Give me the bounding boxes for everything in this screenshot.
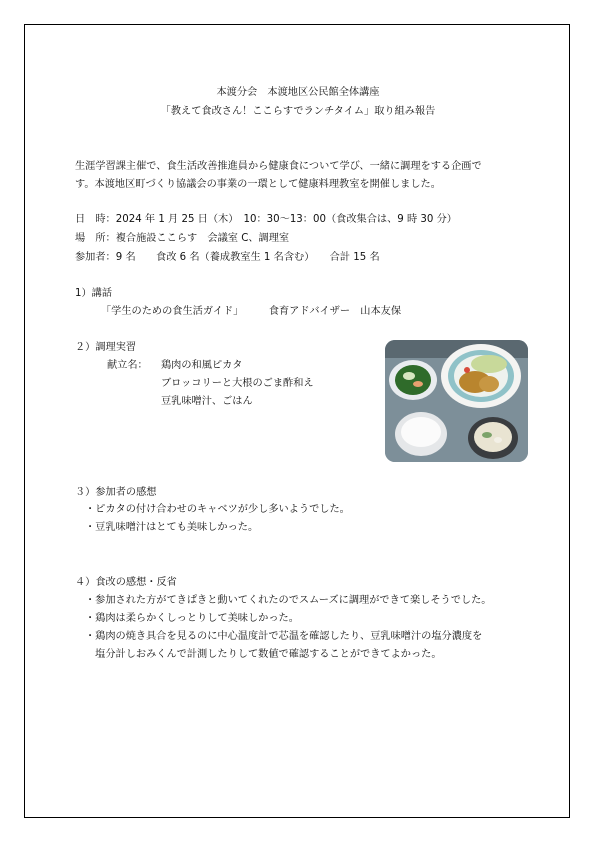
- section-3-heading: ３）参加者の感想: [75, 487, 157, 498]
- intro-line-2: す。本渡地区町づくり協議会の事業の一環として健康料理教室を開催しました。: [75, 179, 441, 190]
- header-line-1: 本渡分会 本渡地区公民館全体講座: [216, 87, 380, 98]
- meal-photo: [385, 340, 528, 462]
- section-4-heading: ４）食改の感想・反省: [75, 577, 177, 588]
- section-1-heading: 1）講話: [75, 288, 113, 299]
- menu-item: 豆乳味噌汁、ごはん: [161, 396, 253, 407]
- reflection-item: ・鶏肉は柔らかくしっとりして美味しかった。: [85, 613, 299, 624]
- info-participants: 参加者：9 名 食改 6 名（養成教室生 1 名含む） 合計 15 名: [75, 252, 380, 263]
- info-date: 日 時：2024 年 1 月 25 日（木） 10：30～13：00（食改集合は、9 時 30 分）: [75, 214, 457, 225]
- impression-item: ・ピカタの付け合わせのキャベツが少し多いようでした。: [85, 504, 350, 515]
- meal-photo-illustration: [385, 340, 528, 462]
- section-1-detail: 「学生のための食生活ガイド」 食育アドバイザー 山本友保: [101, 306, 402, 317]
- document-page: [24, 24, 570, 818]
- menu-item: ブロッコリーと大根のごま酢和え: [161, 378, 314, 389]
- reflection-item: ・参加された方がてきぱきと動いてくれたのでスムーズに調理ができて楽しそうでした。: [85, 595, 492, 606]
- section-2-heading: ２）調理実習: [75, 342, 137, 353]
- reflection-item: 塩分計しおみくんで計測したりして数値で確認することができてよかった。: [85, 649, 442, 660]
- menu-item: 鶏肉の和風ピカタ: [161, 360, 243, 371]
- menu-label: 献立名：: [107, 360, 148, 371]
- header-title: 「教えて食改さん！ここらすでランチタイム」取り組み報告: [160, 106, 436, 117]
- info-place: 場 所：複合施設ここらす 会議室 C、調理室: [75, 233, 290, 244]
- impression-item: ・豆乳味噌汁はとても美味しかった。: [85, 522, 259, 533]
- reflection-item: ・鶏肉の焼き具合を見るのに中心温度計で芯温を確認したり、豆乳味噌汁の塩分濃度を: [85, 631, 483, 642]
- intro-line-1: 生涯学習課主催で、食生活改善推進員から健康食について学び、一緒に調理をする企画で: [75, 161, 482, 172]
